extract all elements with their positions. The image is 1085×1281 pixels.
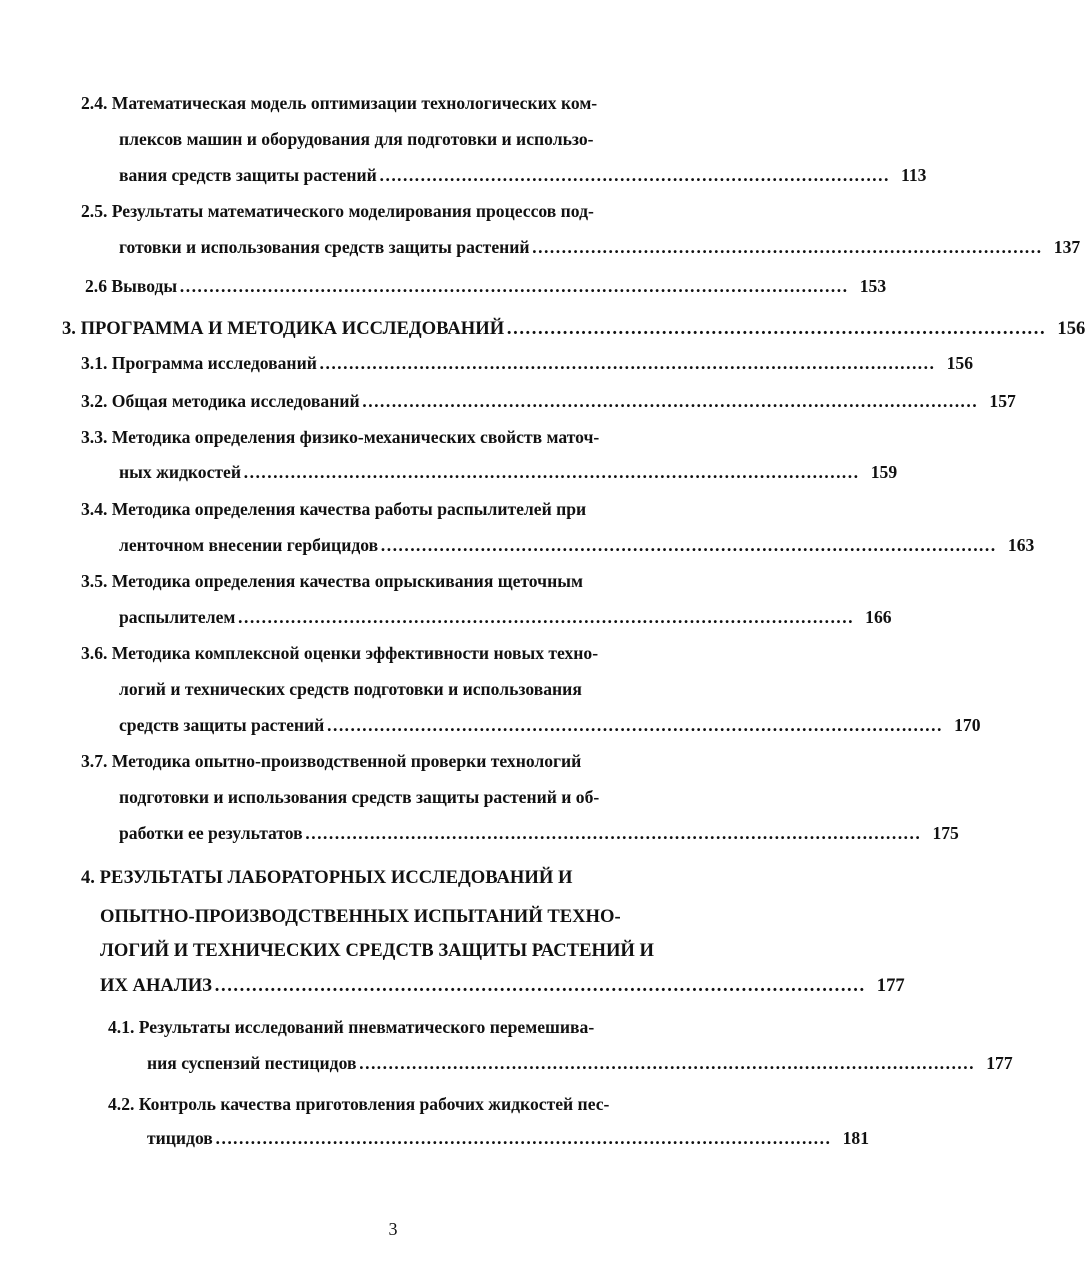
toc-entry-2-5-end: готовки и использования средств защиты растений …………………………………………………………………………… 137 (119, 237, 1081, 257)
page-ref: 175 (932, 823, 959, 843)
page-ref: 177 (986, 1053, 1013, 1073)
toc-chapter-4-end: ИХ АНАЛИЗ …………………………………………………………………………………………… 177 (100, 975, 905, 996)
toc-entry-3-7: 3.7. Методика опытно-производственной проверки технологий (81, 751, 582, 771)
page-ref: 170 (954, 715, 981, 735)
page-ref: 153 (859, 276, 887, 296)
toc-chapter-4-cont: ЛОГИЙ И ТЕХНИЧЕСКИХ СРЕДСТВ ЗАЩИТЫ РАСТЕНИЙ И (100, 940, 654, 961)
page-ref: 163 (1007, 535, 1035, 555)
toc-entry-3-1: 3.1. Программа исследований …………………………………………………………………………………………… 156 (81, 353, 974, 373)
page-ref: 159 (870, 462, 898, 482)
toc-entry-2-4: 2.4. Математическая модель оптимизации технологических ком- (81, 93, 598, 113)
toc-entry-3-6-cont: логий и технических средств подготовки и использования (119, 679, 582, 699)
toc-entry-3-3: 3.3. Методика определения физико-механических свойств маточ- (81, 427, 600, 447)
page-ref: 156 (1057, 318, 1085, 339)
toc-entry-3-7-end: работки ее результатов …………………………………………………………………………………………… 175 (119, 823, 959, 843)
page-ref: 156 (946, 353, 974, 373)
toc-chapter-4: 4. РЕЗУЛЬТАТЫ ЛАБОРАТОРНЫХ ИССЛЕДОВАНИЙ И (81, 867, 573, 888)
toc-entry-3-2: 3.2. Общая методика исследований …………………………………………………………………………………………… 157 (81, 391, 1016, 411)
toc-entry-4-2-end: тицидов …………………………………………………………………………………………… 181 (147, 1128, 869, 1148)
toc-entry-3-5: 3.5. Методика определения качества опрыскивания щеточным (81, 571, 583, 591)
toc-entry-4-1-end: ния суспензий пестицидов …………………………………………………………………………………………… 177 (147, 1053, 1013, 1073)
toc-entry-3-4-end: ленточном внесении гербицидов …………………………………………………………………………………………… 163 (119, 535, 1035, 555)
toc-entry-2-4-cont: плексов машин и оборудования для подготовки и использо- (119, 129, 594, 149)
toc-chapter-4-cont: ОПЫТНО-ПРОИЗВОДСТВЕННЫХ ИСПЫТАНИЙ ТЕХНО- (100, 906, 621, 927)
page-ref: 166 (865, 607, 892, 627)
toc-entry-3-3-end: ных жидкостей …………………………………………………………………………………………… 159 (119, 462, 898, 482)
page-number: 3 (388, 1219, 398, 1239)
toc-entry-3-7-cont: подготовки и использования средств защиты растений и об- (119, 787, 600, 807)
toc-entry-2-6: 2.6 Выводы …………………………………………………………………………………………………… 153 (85, 276, 887, 296)
page-ref: 113 (901, 165, 927, 185)
toc-entry-4-1: 4.1. Результаты исследований пневматического перемешива- (108, 1017, 595, 1037)
page-ref: 177 (876, 975, 905, 996)
toc-entry-4-2: 4.2. Контроль качества приготовления рабочих жидкостей пес- (108, 1094, 610, 1114)
toc-entry-3-6: 3.6. Методика комплексной оценки эффективности новых техно- (81, 643, 599, 663)
toc-entry-3-6-end: средств защиты растений …………………………………………………………………………………………… 170 (119, 715, 981, 735)
toc-entry-3-5-end: распылителем …………………………………………………………………………………………… 166 (119, 607, 892, 627)
toc-chapter-3: 3. ПРОГРАММА И МЕТОДИКА ИССЛЕДОВАНИЙ …………………………………………………………………………… 156 (62, 318, 1085, 339)
page-ref: 181 (842, 1128, 869, 1148)
toc-entry-3-4: 3.4. Методика определения качества работы распылителей при (81, 499, 587, 519)
toc-entry-2-4-end: вания средств защиты растений …………………………………………………………………………… 113 (119, 165, 927, 185)
page-ref: 137 (1053, 237, 1081, 257)
toc-entry-2-5: 2.5. Результаты математического моделирования процессов под- (81, 201, 594, 221)
page-ref: 157 (989, 391, 1016, 411)
